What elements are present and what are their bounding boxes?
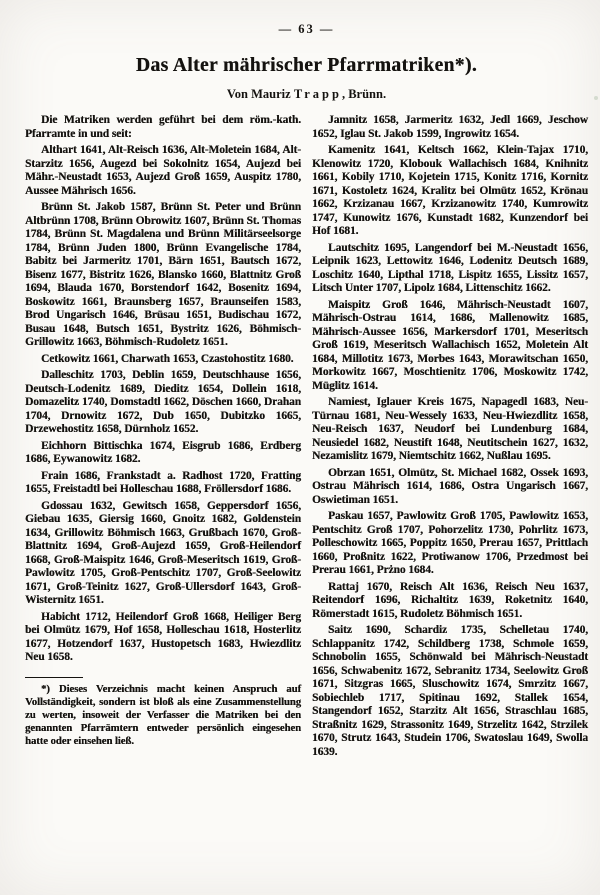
page-number: — 63 — bbox=[278, 22, 335, 36]
intro-paragraph: Die Matriken werden geführt bei dem röm.-kath. Pfarramte in und seit: bbox=[25, 114, 301, 140]
footnote: *) Dieses Verzeichnis macht keinen Anspruch auf Vollständigkeit, sondern ist bloß als eine Zusammenstellung zu werten, insoweit der Verfasser die Matriken bei den genannten Pfarrämtern entweder persönlich eingesehen hatte oder einsehen ließ. bbox=[25, 682, 301, 747]
entry-paragraph: Eichhorn Bittischka 1674, Eisgrub 1686, Erdberg 1686, Eywanowitz 1682. bbox=[25, 439, 301, 465]
left-column bbox=[25, 114, 301, 762]
entry-paragraph: Althart 1641, Alt-Reisch 1636, Alt-Moletein 1684, Alt-Starzitz 1656, Augezd bei Sokolnitz 1654, Aujezd bei Mähr.-Neustadt 1653, Aujezd Groß 1659, Auspitz 1780, Aussee Mährisch 1656. bbox=[25, 144, 301, 197]
entry-paragraph: Lautschitz 1695, Langendorf bei M.-Neustadt 1656, Leipnik 1623, Lettowitz 1646, Lodenitz Deutsch 1689, Loschitz 1640, Lipthal 1718, Lispitz 1655, Lissitz 1657, Litsch Unter 1707, Lipolz 1684, Littenschitz 1662. bbox=[312, 241, 588, 294]
entry-paragraph: Gdossau 1632, Gewitsch 1658, Geppersdorf 1656, Giebau 1635, Giersig 1660, Gnoitz 1682, Goldenstein 1634, Grillowitz Böhmisch 1663, Grußbach 1670, Groß-Blattnitz 1694, Groß-Aujezd 1659, Groß-Heilendorf 1668, Groß-Maispitz 1646, Groß-Meseritsch 1619, Groß-Pawlowitz 1705, Groß-Pentschitz 1707, Groß-Seelowitz 1671, Groß-Teinitz 1627, Groß-Ullersdorf 1643, Groß-Wisternitz 1651. bbox=[25, 499, 301, 606]
byline-prefix: Von Mauriz bbox=[226, 87, 294, 101]
entry-paragraph: Obrzan 1651, Olmütz, St. Michael 1682, Ossek 1693, Ostrau Mährisch 1614, 1686, Ostra Ungarisch 1667, Oswietiman 1651. bbox=[312, 466, 588, 506]
entry-paragraph: Jamnitz 1658, Jarmeritz 1632, Jedl 1669, Jeschow 1652, Iglau St. Jakob 1599, Ingrowitz 1654. bbox=[312, 114, 588, 140]
entry-paragraph: Habicht 1712, Heilendorf Groß 1668, Heiliger Berg bei Olmütz 1679, Hof 1658, Holleschau 1618, Hosterlitz 1677, Hotzendorf 1637, Hustopetsch 1683, Hwiezdlitz Neu 1658. bbox=[25, 610, 301, 663]
byline bbox=[25, 87, 588, 102]
scan-artifact bbox=[594, 96, 598, 100]
article-title: Das Alter mährischer Pfarrmatriken*). bbox=[135, 55, 478, 76]
entry-paragraph: Paskau 1657, Pawlowitz Groß 1705, Pawlowitz 1653, Pentschitz Groß 1707, Pohorzelitz 1730, Pohrlitz 1673, Polleschowitz 1665, Poppitz 1650, Prerau 1657, Prittlach 1660, Proßnitz 1622, Protiwanow 1706, Przedmost bei Prerau 1661, Prżno 1684. bbox=[312, 510, 588, 576]
entry-paragraph: Cetkowitz 1661, Charwath 1653, Czastohostitz 1680. bbox=[41, 352, 294, 365]
byline-author: Trapp bbox=[293, 87, 342, 101]
entry-paragraph: Dalleschitz 1703, Deblin 1659, Deutschhause 1656, Deutsch-Lodenitz 1689, Dieditz 1654, Dollein 1618, Domazelitz 1740, Domstadtl 1662, Döschen 1660, Drahan 1704, Drnowitz 1672, Dub 1650, Dubitzko 1665, Drzewehostitz 1658, Dürnholz 1652. bbox=[25, 369, 301, 435]
footnote-separator bbox=[25, 677, 83, 678]
entry-paragraph: Rattaj 1670, Reisch Alt 1636, Reisch Neu 1637, Reitendorf 1696, Richaltitz 1639, Roketnitz 1640, Römerstadt 1615, Rudoletz Böhmisch 1651. bbox=[312, 580, 588, 620]
right-column bbox=[312, 114, 588, 762]
entry-paragraph: Brünn St. Jakob 1587, Brünn St. Peter und Brünn Altbrünn 1708, Brünn Obrowitz 1607, Brünn St. Thomas 1784, Brünn St. Magdalena und Brünn Militärseelsorge 1784, Brünn Juden 1800, Brünn Evangelische 1784, Babitz bei Jarmeritz 1701, Bärn 1651, Bautsch 1672, Bisenz 1677, Bistritz 1626, Blansko 1660, Blattnitz Groß 1694, Blauda 1670, Borstendorf 1642, Bosenitz 1694, Boskowitz 1661, Braunsberg 1657, Braunseifen 1583, Brod Ungarisch 1646, Brüsau 1651, Budischau 1672, Busau 1648, Butsch 1651, Bystritz 1626, Böhmisch-Grillowitz 1663, Böhmisch-Rudoletz 1651. bbox=[25, 201, 301, 348]
entry-paragraph: Kamenitz 1641, Keltsch 1662, Klein-Tajax 1710, Klenowitz 1720, Klobouk Wallachisch 1684, Knihnitz 1661, Kobily 1710, Kojetein 1715, Konitz 1716, Kornitz 1671, Kostoletz 1624, Kralitz bei Olmütz 1652, Krönau 1662, Krzizanau 1667, Krzizanowitz 1740, Kumrowitz 1747, Kunowitz 1676, Kunstadt 1682, Kunzendorf bei Hof 1681. bbox=[312, 144, 588, 237]
byline-suffix: , Brünn. bbox=[341, 87, 387, 101]
entry-paragraph: Saitz 1690, Schardiz 1735, Schelletau 1740, Schlappanitz 1742, Schildberg 1738, Schmole 1659, Schnobolin 1655, Schönwald bei Mährisch-Neustadt 1656, Schwabenitz 1672, Sebranitz 1734, Seelowitz Groß 1671, Sitzgras 1665, Sluschowitz 1674, Smrzitz 1667, Sobiechleb 1717, Spitinau 1692, Stallek 1654, Stangendorf 1652, Starzitz Alt 1656, Straschlau 1685, Straßnitz 1629, Strassonitz 1649, Strzelitz 1642, Strzilek 1670, Strutz 1643, Studein 1706, Swatoslau 1649, Swolla 1639. bbox=[312, 624, 588, 758]
right-column-entries bbox=[312, 114, 588, 759]
entry-paragraph: Frain 1686, Frankstadt a. Radhost 1720, Fratting 1655, Freistadtl bei Holleschau 1688, Fröllersdorf 1686. bbox=[25, 469, 301, 495]
left-column-entries bbox=[25, 144, 301, 665]
entry-paragraph: Namiest, Iglauer Kreis 1675, Napagedl 1683, Neu-Türnau 1681, Neu-Wessely 1633, Neu-Hwiezdlitz 1658, Neu-Reisch 1637, Neudorf bei Lundenburg 1684, Neusiedel 1682, Neustift 1648, Neutitschein 1627, 1632, Nezamislitz 1679, Niemtschitz 1662, Nußlau 1695. bbox=[312, 396, 588, 462]
entry-paragraph: Maispitz Groß 1646, Mährisch-Neustadt 1607, Mährisch-Ostrau 1614, 1686, Mallenowitz 1685, Mährisch-Aussee 1656, Markersdorf 1701, Meseritsch Groß 1619, Meseritsch Wallachisch 1652, Moletein Alt 1684, Millotitz 1673, Morbes 1643, Morawitschan 1650, Morkowitz 1667, Moschtienitz 1706, Moskowitz 1742, Müglitz 1614. bbox=[312, 298, 588, 392]
two-column-body bbox=[25, 114, 588, 762]
